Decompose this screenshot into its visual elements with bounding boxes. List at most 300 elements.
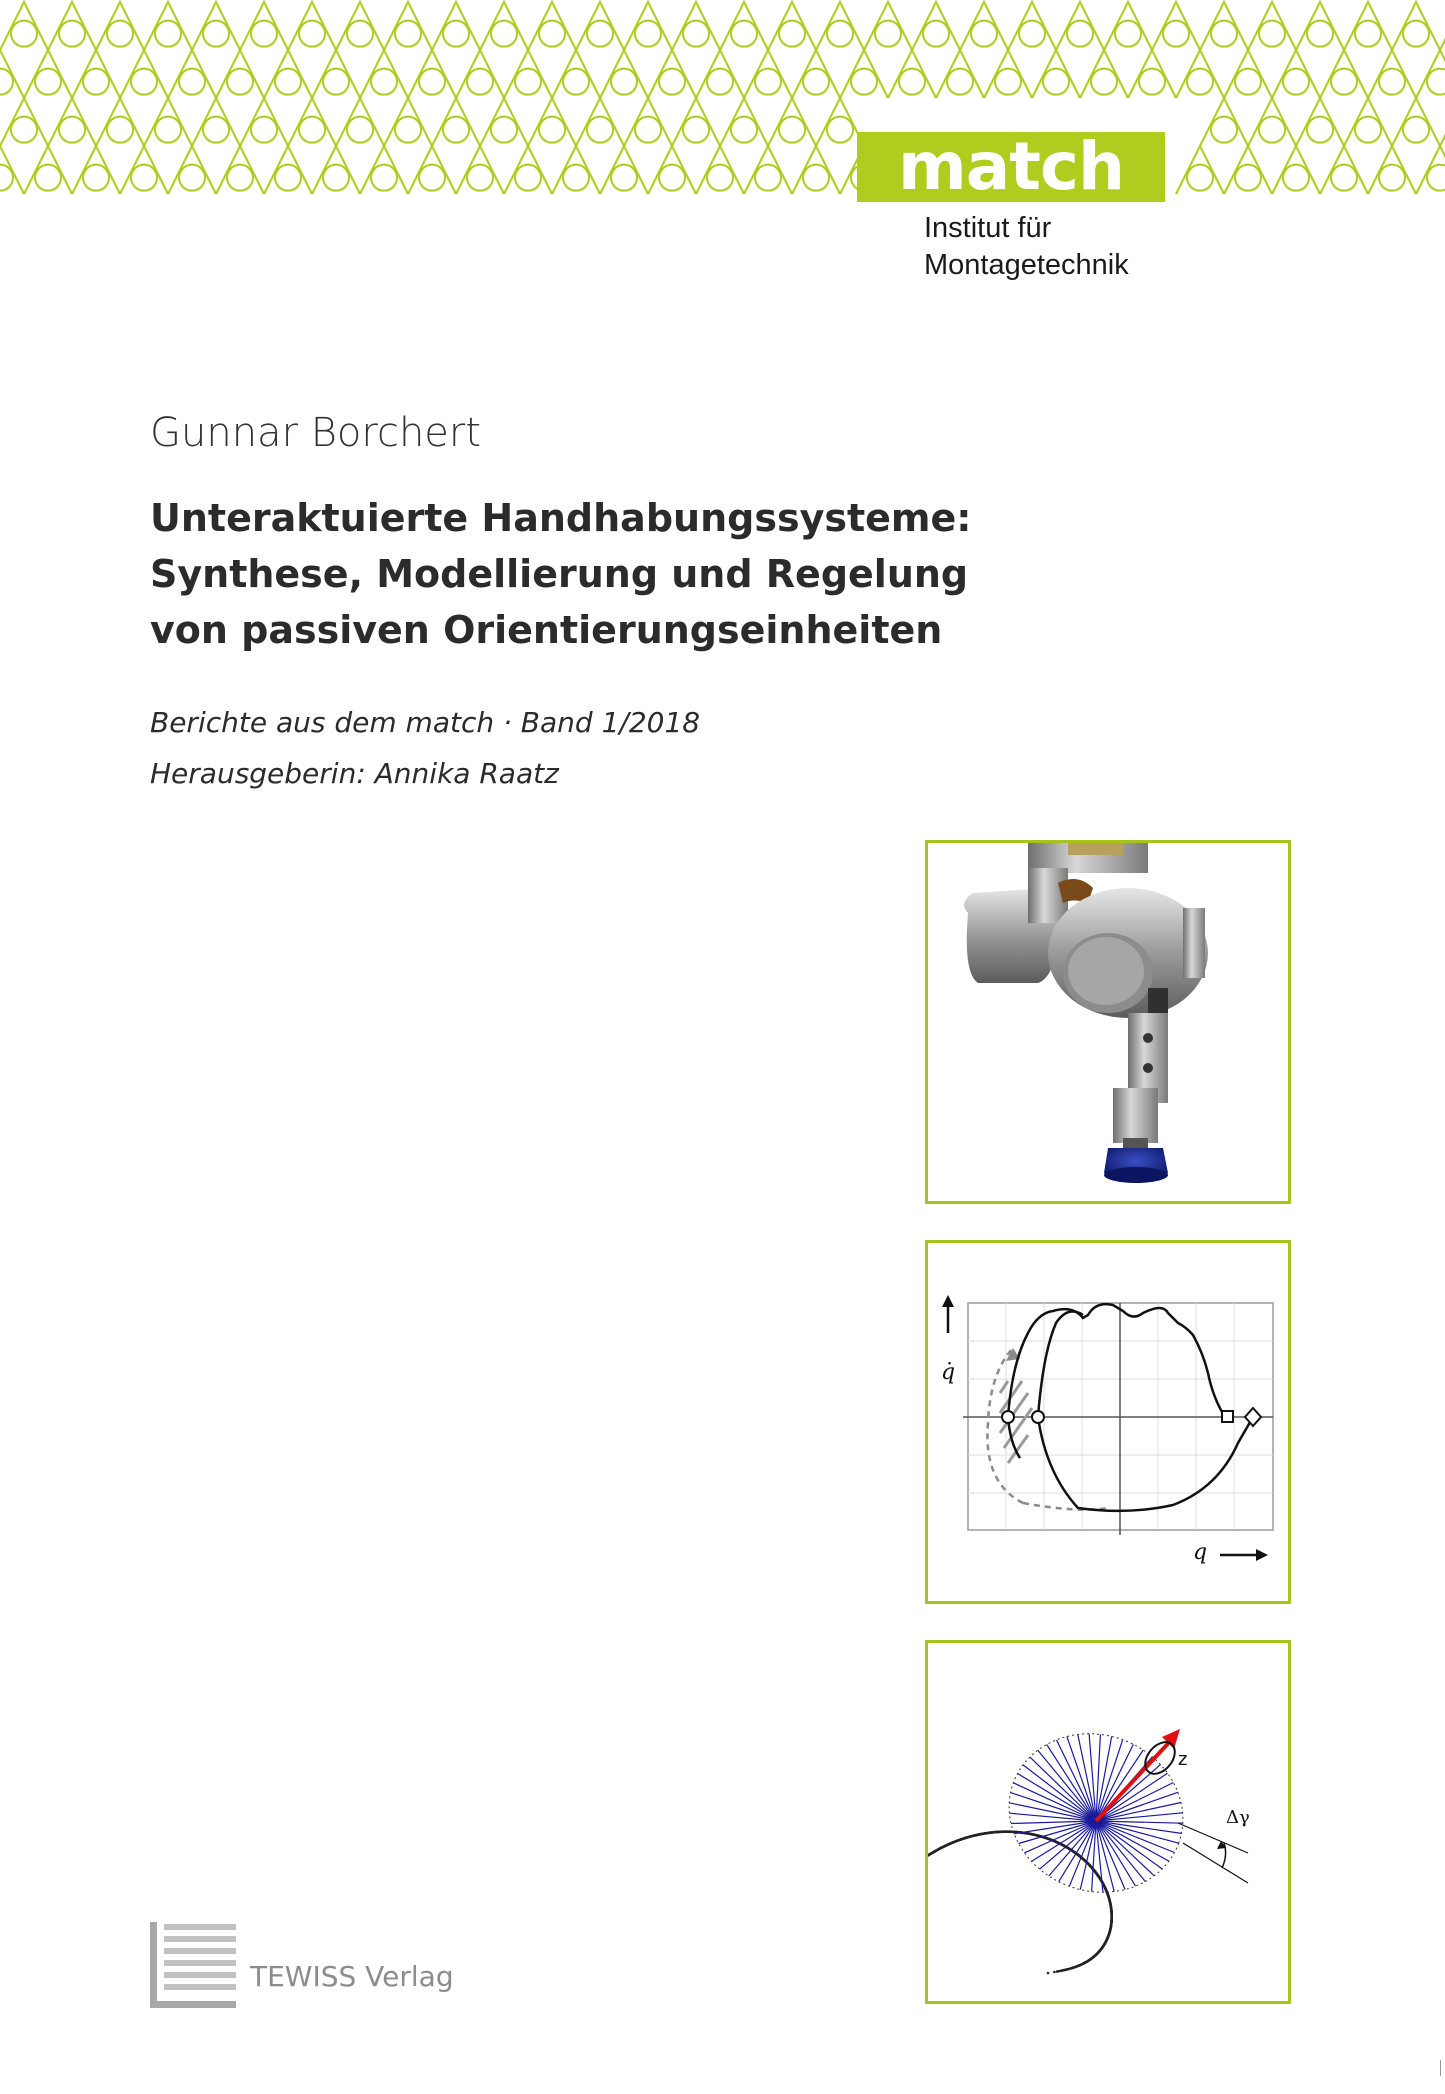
pattern-circle (1403, 21, 1429, 47)
pattern-circle (587, 117, 613, 143)
phase-plot-panel (925, 1240, 1291, 1604)
pattern-chevron (600, 50, 648, 98)
pattern-circle (947, 69, 973, 95)
vector-line (1049, 1821, 1096, 1876)
pattern-chevron (768, 98, 816, 146)
pattern-circle (131, 165, 157, 191)
pattern-chevron (72, 146, 120, 194)
pattern-chevron (288, 2, 336, 50)
pattern-circle (683, 21, 709, 47)
sphere-dot (1070, 1967, 1073, 1970)
pattern-chevron (576, 2, 624, 50)
sphere-dot (1028, 1833, 1031, 1836)
pattern-circle (731, 117, 757, 143)
sphere-dot (1097, 1874, 1100, 1877)
sphere-plot (928, 1643, 1288, 2001)
pattern-circle (635, 117, 661, 143)
pattern-circle (1115, 21, 1141, 47)
sphere-dot (1095, 1953, 1098, 1956)
page-edge-mark (1440, 2060, 1441, 2076)
pattern-circle (35, 69, 61, 95)
pattern-circle (179, 165, 205, 191)
pattern-circle (563, 165, 589, 191)
pattern-circle (1019, 21, 1045, 47)
pattern-circle (491, 21, 517, 47)
institute-line-2: Montagetechnik (924, 249, 1129, 281)
pattern-chevron (192, 98, 240, 146)
pattern-circle (755, 69, 781, 95)
pattern-circle (707, 165, 733, 191)
pattern-circle (251, 117, 277, 143)
pattern-circle (827, 117, 853, 143)
pattern-chevron (576, 98, 624, 146)
pattern-circle (875, 21, 901, 47)
pattern-chevron (192, 2, 240, 50)
pattern-chevron (96, 98, 144, 146)
sphere-dot (1109, 1929, 1112, 1932)
pattern-circle (59, 21, 85, 47)
pattern-circle (251, 21, 277, 47)
pattern-chevron (1152, 2, 1200, 50)
pattern-circle (491, 117, 517, 143)
pattern-chevron (336, 98, 384, 146)
pattern-chevron (624, 2, 672, 50)
pattern-chevron (168, 146, 216, 194)
series-line: Berichte aus dem match · Band 1/2018 (150, 706, 701, 739)
pattern-chevron (456, 146, 504, 194)
author-name: Gunnar Borchert (150, 410, 482, 456)
pattern-chevron (1176, 50, 1224, 98)
pattern-circle (395, 21, 421, 47)
sphere-dot (1110, 1920, 1113, 1923)
pattern-chevron (120, 50, 168, 98)
pattern-chevron (960, 2, 1008, 50)
pattern-chevron (1224, 146, 1272, 194)
pattern-circle (659, 69, 685, 95)
pattern-chevron (264, 146, 312, 194)
sphere-dot (1083, 1962, 1086, 1965)
pattern-chevron (24, 50, 72, 98)
gripper-illustration (928, 843, 1288, 1201)
sphere-dot (1056, 1970, 1059, 1973)
sphere-dot (1089, 1865, 1092, 1868)
pattern-circle (1331, 165, 1357, 191)
pattern-chevron (888, 50, 936, 98)
pattern-circle (1307, 21, 1333, 47)
z-axis-line (1096, 1735, 1176, 1821)
pattern-chevron (360, 146, 408, 194)
pattern-chevron (744, 50, 792, 98)
sphere-dot (1110, 1905, 1113, 1908)
pattern-circle (347, 117, 373, 143)
pattern-circle (995, 69, 1021, 95)
pattern-chevron (168, 50, 216, 98)
pattern-chevron (48, 2, 96, 50)
pattern-circle (1283, 69, 1309, 95)
pattern-circle (779, 117, 805, 143)
sphere-dot (1093, 1955, 1096, 1958)
sphere-dot (1053, 1971, 1056, 1974)
pattern-chevron (1128, 50, 1176, 98)
pattern-circle (371, 69, 397, 95)
pattern-circle (707, 69, 733, 95)
start-point-2 (1032, 1411, 1044, 1423)
pattern-chevron (312, 50, 360, 98)
sphere-dot (1005, 1830, 1008, 1833)
pattern-circle (971, 21, 997, 47)
pattern-circle (803, 165, 829, 191)
pattern-circle (755, 165, 781, 191)
pattern-chevron (696, 50, 744, 98)
pattern-circle (635, 21, 661, 47)
y-arrow-head (942, 1295, 954, 1307)
pattern-chevron (360, 50, 408, 98)
pattern-chevron (1200, 2, 1248, 50)
match-logo (857, 128, 1165, 205)
pattern-chevron (1032, 50, 1080, 98)
pattern-chevron (648, 146, 696, 194)
y-axis-label: q̇ (941, 1360, 956, 1385)
pattern-chevron (1224, 50, 1272, 98)
sphere-dot (1110, 1923, 1113, 1926)
pattern-circle (779, 21, 805, 47)
pattern-chevron (1272, 50, 1320, 98)
pattern-chevron (0, 146, 24, 194)
pattern-circle (467, 165, 493, 191)
pattern-chevron (48, 98, 96, 146)
pattern-chevron (1200, 98, 1248, 146)
sphere-dot (1063, 1969, 1066, 1972)
pattern-chevron (480, 2, 528, 50)
angle-label: Δγ (1226, 1807, 1250, 1828)
phase-plot (928, 1243, 1288, 1601)
sphere-dot (1105, 1940, 1108, 1943)
pattern-chevron (408, 146, 456, 194)
pattern-chevron (1104, 2, 1152, 50)
title-line-2: Synthese, Modellierung und Regelung (150, 552, 969, 596)
pattern-circle (1403, 117, 1429, 143)
sphere-dot (956, 1840, 959, 1843)
pattern-chevron (624, 98, 672, 146)
pattern-chevron (1296, 98, 1344, 146)
pattern-chevron (672, 98, 720, 146)
trajectory-inner (1038, 1311, 1083, 1417)
sphere-dot (1066, 1968, 1069, 1971)
trajectory-upper (1008, 1304, 1228, 1417)
pattern-chevron (264, 50, 312, 98)
pattern-circle (1331, 69, 1357, 95)
pattern-circle (419, 165, 445, 191)
editor-line: Herausgeberin: Annika Raatz (150, 757, 559, 790)
pattern-chevron (1272, 146, 1320, 194)
pattern-circle (923, 21, 949, 47)
pattern-circle (1091, 69, 1117, 95)
diamond-marker (1245, 1408, 1261, 1426)
pattern-chevron (432, 98, 480, 146)
pattern-circle (107, 117, 133, 143)
pattern-circle (1139, 69, 1165, 95)
pattern-circle (59, 117, 85, 143)
pattern-circle (515, 165, 541, 191)
pattern-chevron (504, 50, 552, 98)
pattern-chevron (744, 146, 792, 194)
pattern-chevron (96, 2, 144, 50)
sphere-dot (1032, 1833, 1035, 1836)
pattern-chevron (24, 146, 72, 194)
series-info (150, 697, 700, 799)
sphere-dot (1109, 1902, 1112, 1905)
pattern-circle (203, 117, 229, 143)
pattern-chevron (912, 2, 960, 50)
pattern-chevron (1296, 2, 1344, 50)
pattern-circle (611, 69, 637, 95)
sphere-dot (1055, 1841, 1058, 1844)
pattern-circle (443, 117, 469, 143)
sphere-dot (1109, 1927, 1112, 1930)
sphere-dot (1084, 1859, 1087, 1862)
sphere-dot (969, 1835, 972, 1838)
sphere-dot (944, 1845, 947, 1848)
sphere-dot (978, 1833, 981, 1836)
z-label: z (1178, 1749, 1188, 1770)
pattern-circle (1379, 165, 1405, 191)
sphere-dot (995, 1831, 998, 1834)
sphere-dot (959, 1838, 962, 1841)
pattern-chevron (240, 98, 288, 146)
pattern-circle (1259, 117, 1285, 143)
trajectory-lower (1038, 1417, 1253, 1511)
pattern-chevron (384, 98, 432, 146)
book-title (150, 490, 972, 658)
sphere-dot (941, 1846, 944, 1849)
pattern-chevron (288, 98, 336, 146)
sphere-dot (1061, 1969, 1064, 1972)
pattern-circle (11, 117, 37, 143)
institute-line-1: Institut für (924, 212, 1052, 244)
pattern-chevron (984, 50, 1032, 98)
vector-line (1030, 1757, 1096, 1821)
pattern-chevron (0, 50, 24, 98)
pattern-circle (803, 69, 829, 95)
pattern-chevron (1368, 50, 1416, 98)
pattern-circle (11, 21, 37, 47)
pattern-circle (659, 165, 685, 191)
pattern-circle (35, 165, 61, 191)
pattern-chevron (0, 2, 48, 50)
sphere-dot (935, 1849, 938, 1852)
sphere-dots (928, 1830, 1113, 1974)
sphere-dot (930, 1852, 933, 1855)
pattern-circle (1355, 21, 1381, 47)
pattern-chevron (1248, 2, 1296, 50)
pattern-circle (155, 117, 181, 143)
sphere-dot (1047, 1972, 1050, 1975)
pattern-chevron (792, 146, 840, 194)
sphere-dot (1110, 1916, 1113, 1919)
pattern-circle (1067, 21, 1093, 47)
sphere-dot (987, 1832, 990, 1835)
pattern-chevron (1344, 2, 1392, 50)
pattern-circle (1427, 69, 1445, 95)
pattern-chevron (648, 50, 696, 98)
pattern-circle (1043, 69, 1069, 95)
sphere-dot (1107, 1894, 1110, 1897)
pattern-chevron (384, 2, 432, 50)
pattern-chevron (216, 50, 264, 98)
pattern-chevron (696, 146, 744, 194)
pattern-chevron (1344, 98, 1392, 146)
sphere-dot (1098, 1950, 1101, 1953)
pattern-chevron (144, 2, 192, 50)
pattern-circle (899, 69, 925, 95)
gripper-image-panel (925, 840, 1291, 1204)
pattern-circle (131, 69, 157, 95)
title-line-1: Unteraktuierte Handhabungssysteme: (150, 496, 972, 540)
pattern-circle (227, 69, 253, 95)
pattern-chevron (792, 50, 840, 98)
pattern-chevron (504, 146, 552, 194)
pattern-circle (1211, 117, 1237, 143)
pattern-chevron (144, 98, 192, 146)
pattern-circle (275, 69, 301, 95)
sphere-dot (950, 1842, 953, 1845)
sphere-dot (1108, 1933, 1111, 1936)
pattern-chevron (1320, 146, 1368, 194)
pattern-circle (1163, 21, 1189, 47)
pattern-chevron (120, 146, 168, 194)
pattern-circle (83, 165, 109, 191)
start-point-1 (1002, 1411, 1014, 1423)
pattern-chevron (432, 2, 480, 50)
pattern-chevron (720, 98, 768, 146)
pattern-circle (1187, 165, 1213, 191)
sphere-dot (984, 1832, 987, 1835)
pattern-chevron (840, 50, 888, 98)
pattern-chevron (1440, 98, 1445, 146)
sphere-dot (1103, 1944, 1106, 1947)
pattern-circle (371, 165, 397, 191)
sphere-dot (990, 1831, 993, 1834)
sphere-dot (1110, 1909, 1113, 1912)
pattern-circle (1211, 21, 1237, 47)
dashed-trajectory-bottom (1023, 1503, 1108, 1510)
pattern-circle (83, 69, 109, 95)
pattern-chevron (336, 2, 384, 50)
pattern-chevron (240, 2, 288, 50)
pattern-circle (1427, 165, 1445, 191)
pattern-circle (203, 21, 229, 47)
pattern-chevron (864, 2, 912, 50)
pattern-chevron (936, 50, 984, 98)
pattern-chevron (552, 50, 600, 98)
pattern-circle (179, 69, 205, 95)
pattern-chevron (528, 98, 576, 146)
sphere-dot (1037, 1834, 1040, 1837)
pattern-circle (347, 21, 373, 47)
pattern-circle (323, 69, 349, 95)
pattern-circle (443, 21, 469, 47)
sphere-dot (1094, 1871, 1097, 1874)
sphere-dot (974, 1834, 977, 1837)
pattern-circle (1259, 21, 1285, 47)
sphere-dot (963, 1837, 966, 1840)
pattern-chevron (312, 146, 360, 194)
pattern-chevron (552, 146, 600, 194)
pattern-chevron (528, 2, 576, 50)
pattern-circle (467, 69, 493, 95)
x-arrow-head (1256, 1549, 1268, 1561)
sphere-dot (972, 1834, 975, 1837)
header-pattern (0, 0, 1445, 200)
pattern-circle (155, 21, 181, 47)
square-marker (1222, 1411, 1233, 1422)
sphere-dot (1088, 1959, 1091, 1962)
vector-line (1032, 1821, 1097, 1861)
pattern-chevron (672, 2, 720, 50)
pattern-circle (395, 117, 421, 143)
pattern-circle (515, 69, 541, 95)
pattern-circle (227, 165, 253, 191)
pattern-chevron (1440, 2, 1445, 50)
pattern-chevron (1392, 2, 1440, 50)
pattern-circle (1355, 117, 1381, 143)
pattern-chevron (1056, 2, 1104, 50)
pattern-circle (539, 117, 565, 143)
pattern-circle (731, 21, 757, 47)
pattern-chevron (1176, 146, 1224, 194)
institute-name (924, 210, 1129, 284)
sphere-dot (1106, 1937, 1109, 1940)
sphere-dot (965, 1836, 968, 1839)
pattern-chevron (216, 146, 264, 194)
pattern-circle (1283, 165, 1309, 191)
publisher-name: TEWISS Verlag (250, 1960, 454, 1993)
sphere-dot (1104, 1887, 1107, 1890)
pattern-circle (611, 165, 637, 191)
pattern-chevron (768, 2, 816, 50)
pattern-circle (323, 165, 349, 191)
pattern-circle (1379, 69, 1405, 95)
sphere-dot (1098, 1877, 1101, 1880)
sphere-plot-panel (925, 1640, 1291, 2004)
pattern-chevron (72, 50, 120, 98)
pattern-chevron (1368, 146, 1416, 194)
sphere-dot (1110, 1912, 1113, 1915)
pattern-chevron (408, 50, 456, 98)
sphere-dot (1100, 1947, 1103, 1950)
pattern-circle (107, 21, 133, 47)
pattern-chevron (1392, 98, 1440, 146)
pattern-chevron (1008, 2, 1056, 50)
pattern-chevron (456, 50, 504, 98)
pattern-circle (299, 21, 325, 47)
pattern-chevron (1248, 98, 1296, 146)
pattern-chevron (816, 2, 864, 50)
pattern-chevron (720, 2, 768, 50)
pattern-circle (851, 69, 877, 95)
pattern-circle (563, 69, 589, 95)
sphere-dot (1108, 1898, 1111, 1901)
sphere-dot (993, 1831, 996, 1834)
x-axis-label: q (1193, 1540, 1208, 1565)
logo-text: match (898, 128, 1124, 205)
pattern-circle (539, 21, 565, 47)
sphere-dot (999, 1831, 1002, 1834)
pattern-circle (1187, 69, 1213, 95)
pattern-chevron (1320, 50, 1368, 98)
pattern-circle (1307, 117, 1333, 143)
sphere-dot (1072, 1966, 1075, 1969)
